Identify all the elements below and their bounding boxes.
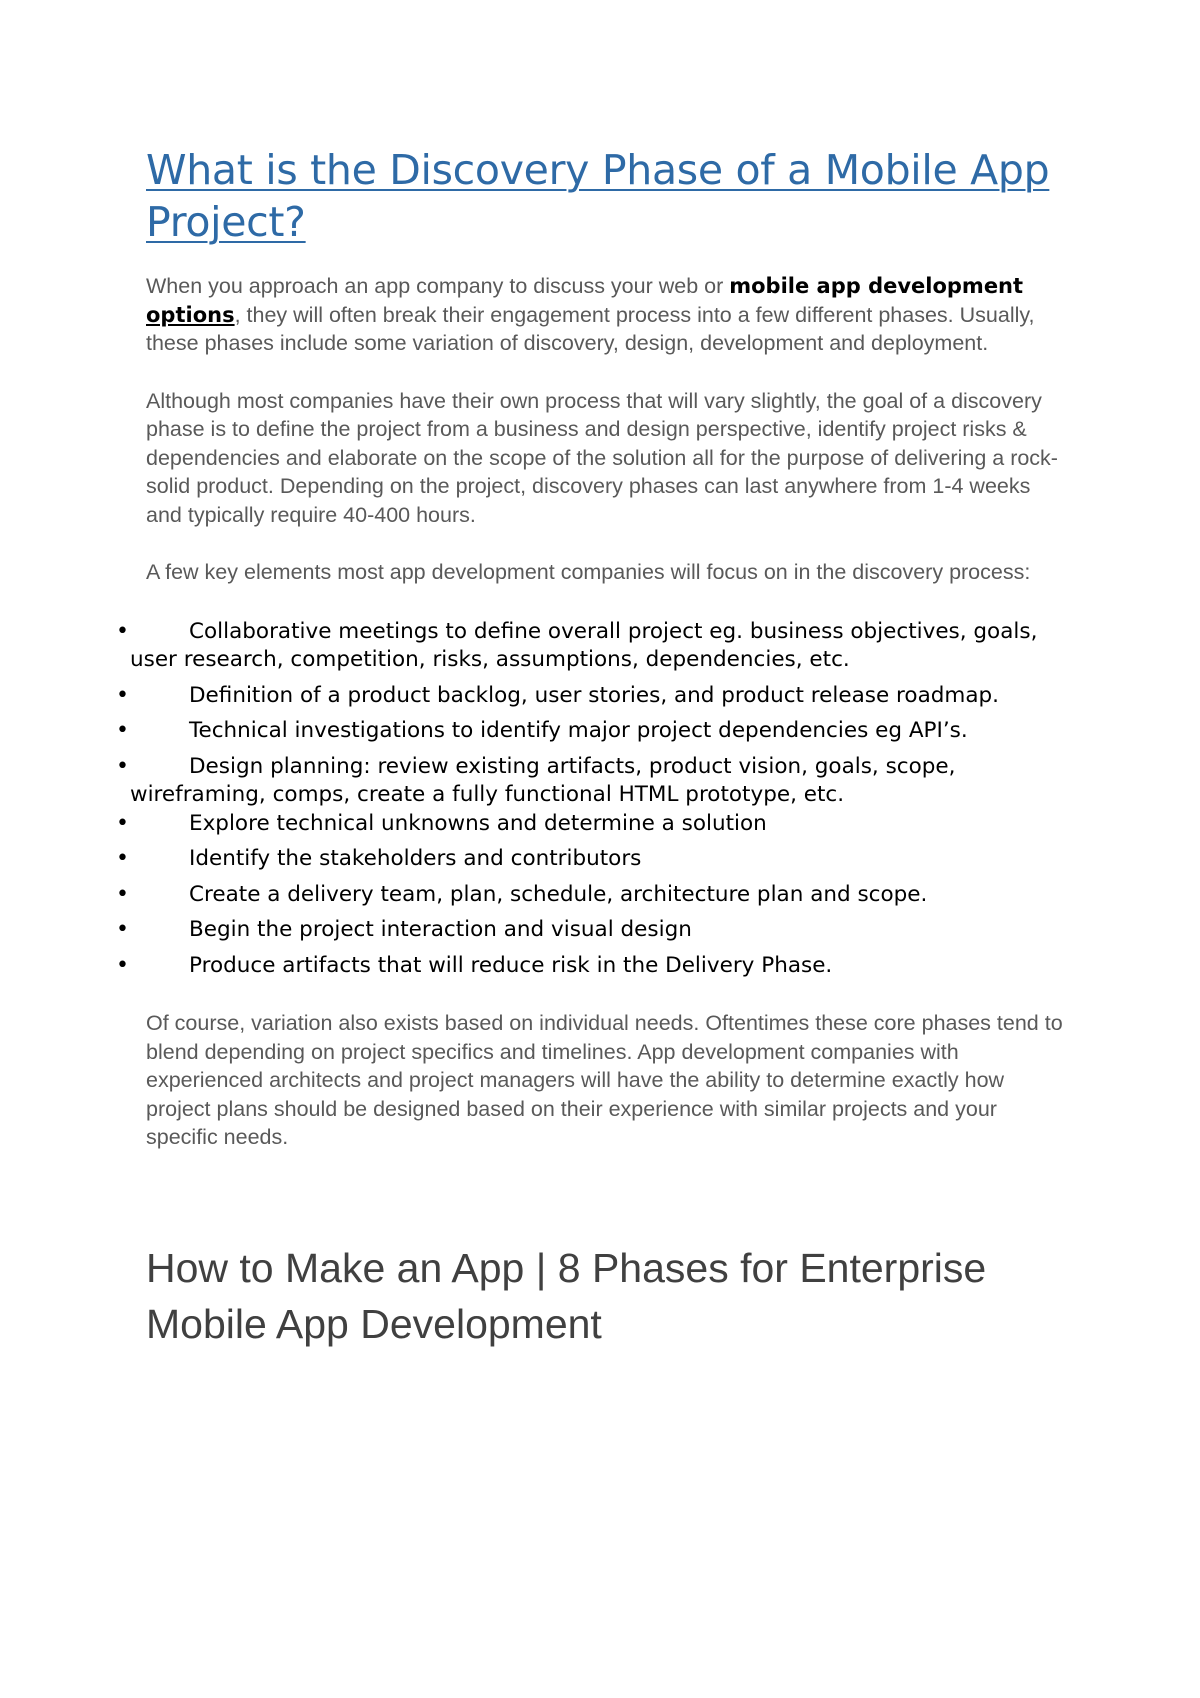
- list-item-text: Definition of a product backlog, user stories, and product release roadmap.: [189, 682, 999, 708]
- list-item: [116, 916, 1080, 945]
- list-item: [116, 881, 1080, 910]
- list-item-text: Identify the stakeholders and contributors: [189, 846, 642, 871]
- bullet-icon: •: [116, 753, 129, 779]
- document-page: [116, 144, 1066, 1352]
- section-heading: How to Make an App | 8 Phases for Enterprise Mobile App Development: [146, 1244, 987, 1347]
- list-item: [116, 717, 1080, 746]
- bullet-icon: •: [116, 682, 129, 708]
- list-item-text: Explore technical unknowns and determine a solution: [189, 810, 767, 836]
- list-item-text: Technical investigations to identify major project dependencies eg API’s.: [189, 718, 968, 743]
- list-item-text: Collaborative meetings to define overall project eg. business objectives, goals, user research, competition, risks, assumptions, dependencies, etc.: [130, 618, 1038, 672]
- list-item-text: Begin the project interaction and visual design: [189, 917, 692, 942]
- intro-paragraph: [146, 272, 1066, 358]
- bullet-icon: •: [116, 881, 129, 907]
- list-item: [116, 618, 1080, 675]
- key-elements-paragraph: A few key elements most app development companies will focus on in the discovery process:: [146, 560, 1031, 584]
- list-item: [116, 682, 1080, 711]
- list-item-text: Produce artifacts that will reduce risk in the Delivery Phase.: [189, 952, 833, 978]
- bullet-icon: •: [116, 718, 129, 743]
- intro-text-after: , they will often break their engagement process into a few different phases. Usually, these phases include some variation of discovery, design, development and deployment.: [146, 302, 1035, 355]
- bullet-icon: •: [116, 846, 129, 871]
- list-item: [116, 753, 1080, 810]
- bullet-icon: •: [116, 810, 129, 836]
- list-item-text: Design planning: review existing artifacts, product vision, goals, scope, wireframing, comps, create a fully functional HTML prototype, etc.: [130, 753, 956, 807]
- bullet-icon: •: [116, 952, 129, 978]
- list-item: [116, 845, 1080, 874]
- bullet-icon: •: [116, 618, 129, 644]
- options-link[interactable]: options: [146, 302, 235, 327]
- bullet-icon: •: [116, 917, 129, 942]
- key-elements-list: [116, 618, 1080, 981]
- list-item: [116, 952, 1080, 981]
- page-title[interactable]: What is the Discovery Phase of a Mobile App Project?: [146, 146, 1050, 246]
- intro-text-before: When you approach an app company to discuss your web or: [146, 274, 730, 298]
- intro-bold-phrase: mobile app development: [729, 274, 1024, 298]
- variation-paragraph: Of course, variation also exists based on individual needs. Oftentimes these core phases tend to blend depending on project specifics and timelines. App development companies with experienced architects and project managers will have the ability to determine exactly how project plans should be designed based on their experience with similar projects and your specific needs.: [146, 1011, 1063, 1149]
- list-item: [116, 810, 1080, 839]
- list-item-text: Create a delivery team, plan, schedule, architecture plan and scope.: [189, 881, 928, 907]
- discovery-goal-paragraph: Although most companies have their own process that will vary slightly, the goal of a discovery phase is to define the project from a business and design perspective, identify project risks & dependencies and elaborate on the scope of the solution all for the purpose of delivering a rock-solid product. Depending on the project, discovery phases can last anywhere from 1-4 weeks and typically require 40-400 hours.: [146, 388, 1058, 527]
